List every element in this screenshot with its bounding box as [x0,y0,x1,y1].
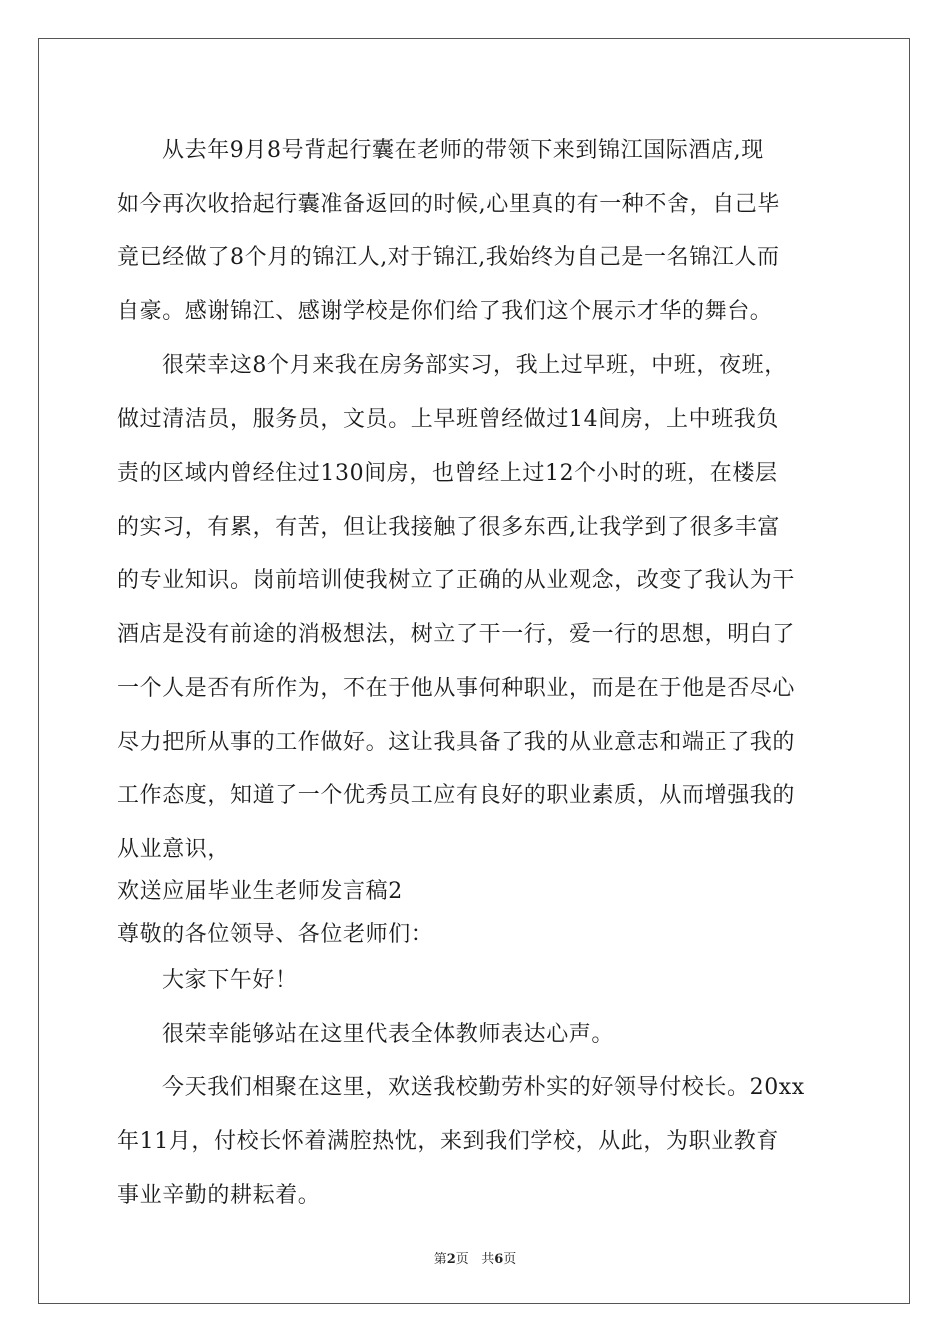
text-line: 自豪。感谢锦江、感谢学校是你们给了我们这个展示才华的舞台。 [117,299,773,324]
text-line: 做过清洁员，服务员，文员。上早班曾经做过14间房，上中班我负 [117,407,779,432]
text-line: 从业意识， [117,837,231,862]
text-line: 事业辛勤的耕耘着。 [117,1183,321,1208]
page-suffix: 页 [455,1252,469,1267]
text-line: 今天我们相聚在这里，欢送我校勤劳朴实的好领导付校长。20xx [162,1075,805,1100]
current-page-number: 2 [446,1252,456,1267]
text-line: 年11月，付校长怀着满腔热忱，来到我们学校，从此，为职业教育 [117,1129,779,1154]
text-line: 竟已经做了8个月的锦江人,对于锦江,我始终为自己是一名锦江人而 [117,245,780,270]
text-line: 很荣幸能够站在这里代表全体教师表达心声。 [162,1022,615,1047]
text-line: 酒店是没有前途的消极想法，树立了干一行，爱一行的思想，明白了 [117,622,796,647]
text-line: 的专业知识。岗前培训使我树立了正确的从业观念，改变了我认为干 [117,568,796,593]
page-frame [38,38,910,1304]
text-line: 大家下午好！ [162,968,298,993]
total-suffix: 页 [503,1252,517,1267]
total-page-number: 6 [494,1252,504,1267]
text-line: 如今再次收拾起行囊准备返回的时候,心里真的有一种不舍，自己毕 [117,192,780,217]
text-line: 尊敬的各位领导、各位老师们： [117,922,434,947]
text-line: 很荣幸这8个月来我在房务部实习，我上过早班，中班，夜班， [162,353,787,378]
text-line: 一个人是否有所作为，不在于他从事何种职业，而是在于他是否尽心 [117,676,796,701]
text-line: 从去年9月8号背起行囊在老师的带领下来到锦江国际酒店,现 [162,138,764,163]
text-line: 工作态度，知道了一个优秀员工应有良好的职业素质，从而增强我的 [117,783,796,808]
total-prefix: 共 [481,1252,495,1267]
text-line: 欢送应届毕业生老师发言稿2 [117,879,403,904]
text-line: 责的区域内曾经住过130间房，也曾经上过12个小时的班，在楼层 [117,461,778,486]
text-line: 尽力把所从事的工作做好。这让我具备了我的从业意志和端正了我的 [117,730,796,755]
page-prefix: 第 [433,1252,447,1267]
text-line: 的实习，有累，有苦，但让我接触了很多东西,让我学到了很多丰富 [117,515,780,540]
page-footer [0,1248,950,1267]
